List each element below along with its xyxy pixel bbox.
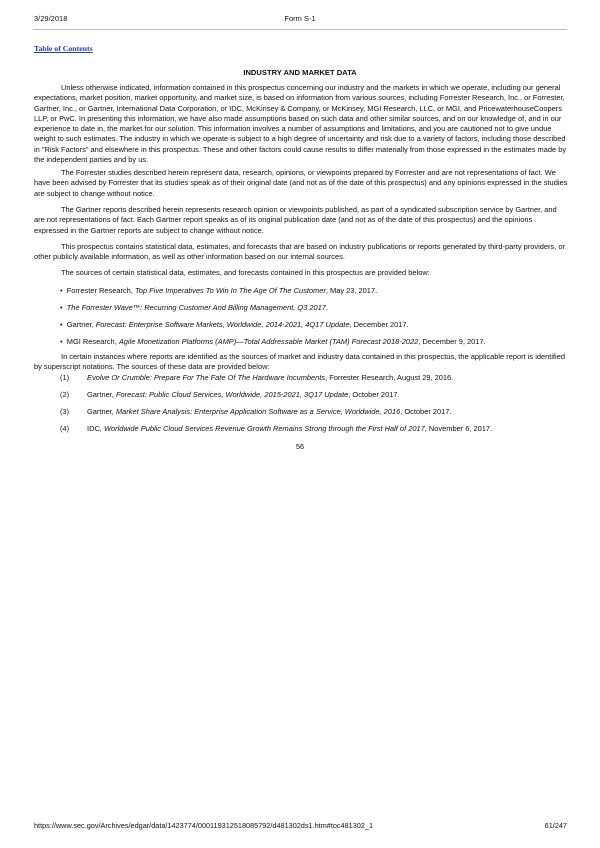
form-name: Form S-1 [284,14,316,23]
table-of-contents-link[interactable]: Table of Contents [34,44,93,53]
paragraph: The sources of certain statistical data, estimates, and forecasts contained in this prospectus are provided below: [61,268,430,277]
paragraph: Unless otherwise indicated, information contained in this prospectus concerning our industry and the markets in which we operate, including our general expectations, market position, market opportunity, and market size, is based on information from various sources, including Forrester Research, Inc., or Forrester, Gartner, Inc., or Gartner, International Data Corporation, or IDC, McKinsey & Company, or McKinsey, MGI Research, LLC, or MGI, and PricewaterhouseCoopers LLP, or PwC. In presenting this information, we have also made assumptions based on such data and other similar sources, and on our knowledge of, and in our experience to date in, the market for our solution. This information involves a number of assumptions and limitations, and you are cautioned not to give undue weight to such estimates. The industry in which we operate is subject to a high degree of uncertainty and risk due to a variety of factors, including those described in "Risk Factors" and elsewhere in this prospectus. These and other factors could cause results to differ materially from those expressed in the estimates made by the independent parties and by us. [34,83,567,165]
print-date: 3/29/2018 [34,14,68,23]
list-item: • Gartner, Forecast: Enterprise Software Markets, Worldwide, 2014-2021, 4Q17 Update, December 2017. [60,320,409,329]
numbered-source: (4) IDC, Worldwide Public Cloud Services Revenue Growth Remains Strong through the First Half of 2017, November 6, 2017. [60,424,493,433]
page-number: 56 [295,442,305,451]
paragraph: In certain instances where reports are identified as the sources of market and industry data contained in this prospectus, the applicable report is identified by superscript notations. The sources of these data are provided below: [34,352,565,372]
numbered-source: (3) Gartner, Market Share Analysis: Enterprise Application Software as a Service, Worldwide, 2016, October 2017. [60,407,452,416]
list-item: • Forrester Research, Top Five Imperatives To Win In The Age Of The Customer, May 23, 2017. [60,286,378,295]
paragraph: The Forrester studies described herein represent data, research, opinions, or viewpoints prepared by Forrester and are not representations of fact. We have been advised by Forrester that its studies speak as of their original date (and not as of the date of this prospectus) and any opinions expressed in the studies are subject to change without notice. [34,168,568,198]
paragraph: This prospectus contains statistical data, estimates, and forecasts that are based on industry publications or reports generated by third-party providers, or other publicly available information, as well as other information based on our internal sources. [34,242,565,262]
header-divider [33,29,567,30]
footer-page-count: 61/247 [544,821,567,830]
numbered-source: (2) Gartner, Forecast: Public Cloud Services, Worldwide, 2015-2021, 3Q17 Update, October 2017. [60,390,400,399]
list-item: • The Forrester Wave™: Recurring Customer And Billing Management, Q3 2017. [60,303,329,312]
list-item: • MGI Research, Agile Monetization Platforms (AMP)—Total Addressable Market (TAM) Forecast 2018-2022, December 9, 2017. [60,337,486,346]
section-title: INDUSTRY AND MARKET DATA [243,68,357,77]
paragraph: The Gartner reports described herein represents research opinion or viewpoints published, as part of a syndicated subscription service by Gartner, and are not representations of fact. Each Gartner report speaks as of its original publication date (and not as of the date of this prospectus) and the opinions expressed in the Gartner reports are subject to change without notice. [34,205,557,235]
footer-url: https://www.sec.gov/Archives/edgar/data/1423774/000119312518085792/d481302ds1.htm#toc481302_1 [34,821,374,830]
numbered-source: (1) Evolve Or Crumble: Prepare For The Fate Of The Hardware Incumbents, Forrester Research, August 29, 2016. [60,373,454,382]
